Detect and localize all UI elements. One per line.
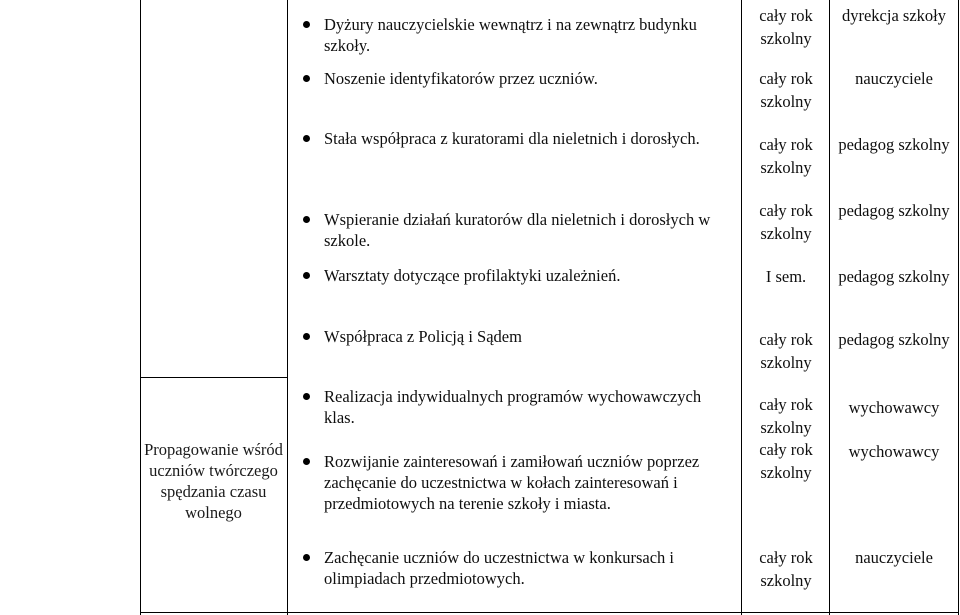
table-border-bottom [140, 612, 959, 613]
table-border-responsible-column [829, 0, 830, 615]
table-border-right [958, 0, 959, 615]
responsible-cell-7: wychowawcy [848, 398, 940, 417]
task-item-3 [303, 128, 728, 149]
term-cell-3: cały rok szkolny [759, 135, 813, 177]
task-text: Zachęcanie uczniów do uczestnictwa w konkursach i olimpiadach przedmiotowych. [324, 548, 675, 588]
task-item-4 [303, 209, 728, 251]
term-cell-9: cały rok szkolny [759, 548, 813, 590]
responsible-cell-6: pedagog szkolny [838, 330, 950, 349]
task-text: Warsztaty dotyczące profilaktyki uzależnień. [324, 266, 621, 285]
task-item-9 [303, 547, 728, 589]
task-text: Współpraca z Policją i Sądem [324, 327, 522, 346]
responsible-cell-5: pedagog szkolny [838, 267, 950, 286]
task-text: Wspieranie działań kuratorów dla nieletnich i dorosłych w szkole. [324, 210, 711, 250]
bullet-icon [303, 333, 310, 340]
bullet-icon [303, 21, 310, 28]
task-text: Dyżury nauczycielskie wewnątrz i na zewnątrz budynku szkoły. [324, 15, 697, 55]
task-item-6 [303, 326, 728, 347]
term-cell-5: I sem. [765, 267, 807, 286]
bullet-icon [303, 135, 310, 142]
task-item-5 [303, 265, 728, 286]
table-border-goal-column [287, 0, 288, 615]
task-text: Stała współpraca z kuratorami dla nieletnich i dorosłych. [324, 129, 700, 148]
responsible-cell-1: dyrekcja szkoły [841, 6, 946, 25]
task-item-1 [303, 14, 728, 56]
task-text: Rozwijanie zainteresowań i zamiłowań uczniów poprzez zachęcanie do uczestnictwa w kołach zainteresowań i przedmiotowych na terenie szkoły i miasta. [324, 452, 700, 513]
bullet-icon [303, 216, 310, 223]
term-cell-6: cały rok szkolny [759, 330, 813, 372]
term-cell-2: cały rok szkolny [759, 69, 813, 111]
bullet-icon [303, 393, 310, 400]
bullet-icon [303, 272, 310, 279]
term-cell-1: cały rok szkolny [759, 6, 813, 48]
task-text: Realizacja indywidualnych programów wychowawczych klas. [324, 387, 702, 427]
section-divider [140, 377, 287, 378]
term-cell-8: cały rok szkolny [759, 440, 813, 482]
task-item-2 [303, 68, 728, 89]
task-item-7 [303, 386, 728, 428]
responsible-cell-9: nauczyciele [855, 548, 933, 567]
responsible-cell-4: pedagog szkolny [838, 201, 950, 220]
responsible-cell-2: nauczyciele [855, 69, 933, 88]
bullet-icon [303, 458, 310, 465]
term-cell-4: cały rok szkolny [759, 201, 813, 243]
bullet-icon [303, 554, 310, 561]
table-border-term-column [741, 0, 742, 615]
task-item-8 [303, 451, 728, 514]
term-cell-7: cały rok szkolny [759, 395, 813, 437]
responsible-cell-8: wychowawcy [848, 442, 940, 461]
bullet-icon [303, 75, 310, 82]
responsible-cell-3: pedagog szkolny [838, 135, 950, 154]
task-text: Noszenie identyfikatorów przez uczniów. [324, 69, 598, 88]
goal-cell: Propagowanie wśród uczniów twórczego spędzania czasu wolnego [144, 440, 283, 522]
